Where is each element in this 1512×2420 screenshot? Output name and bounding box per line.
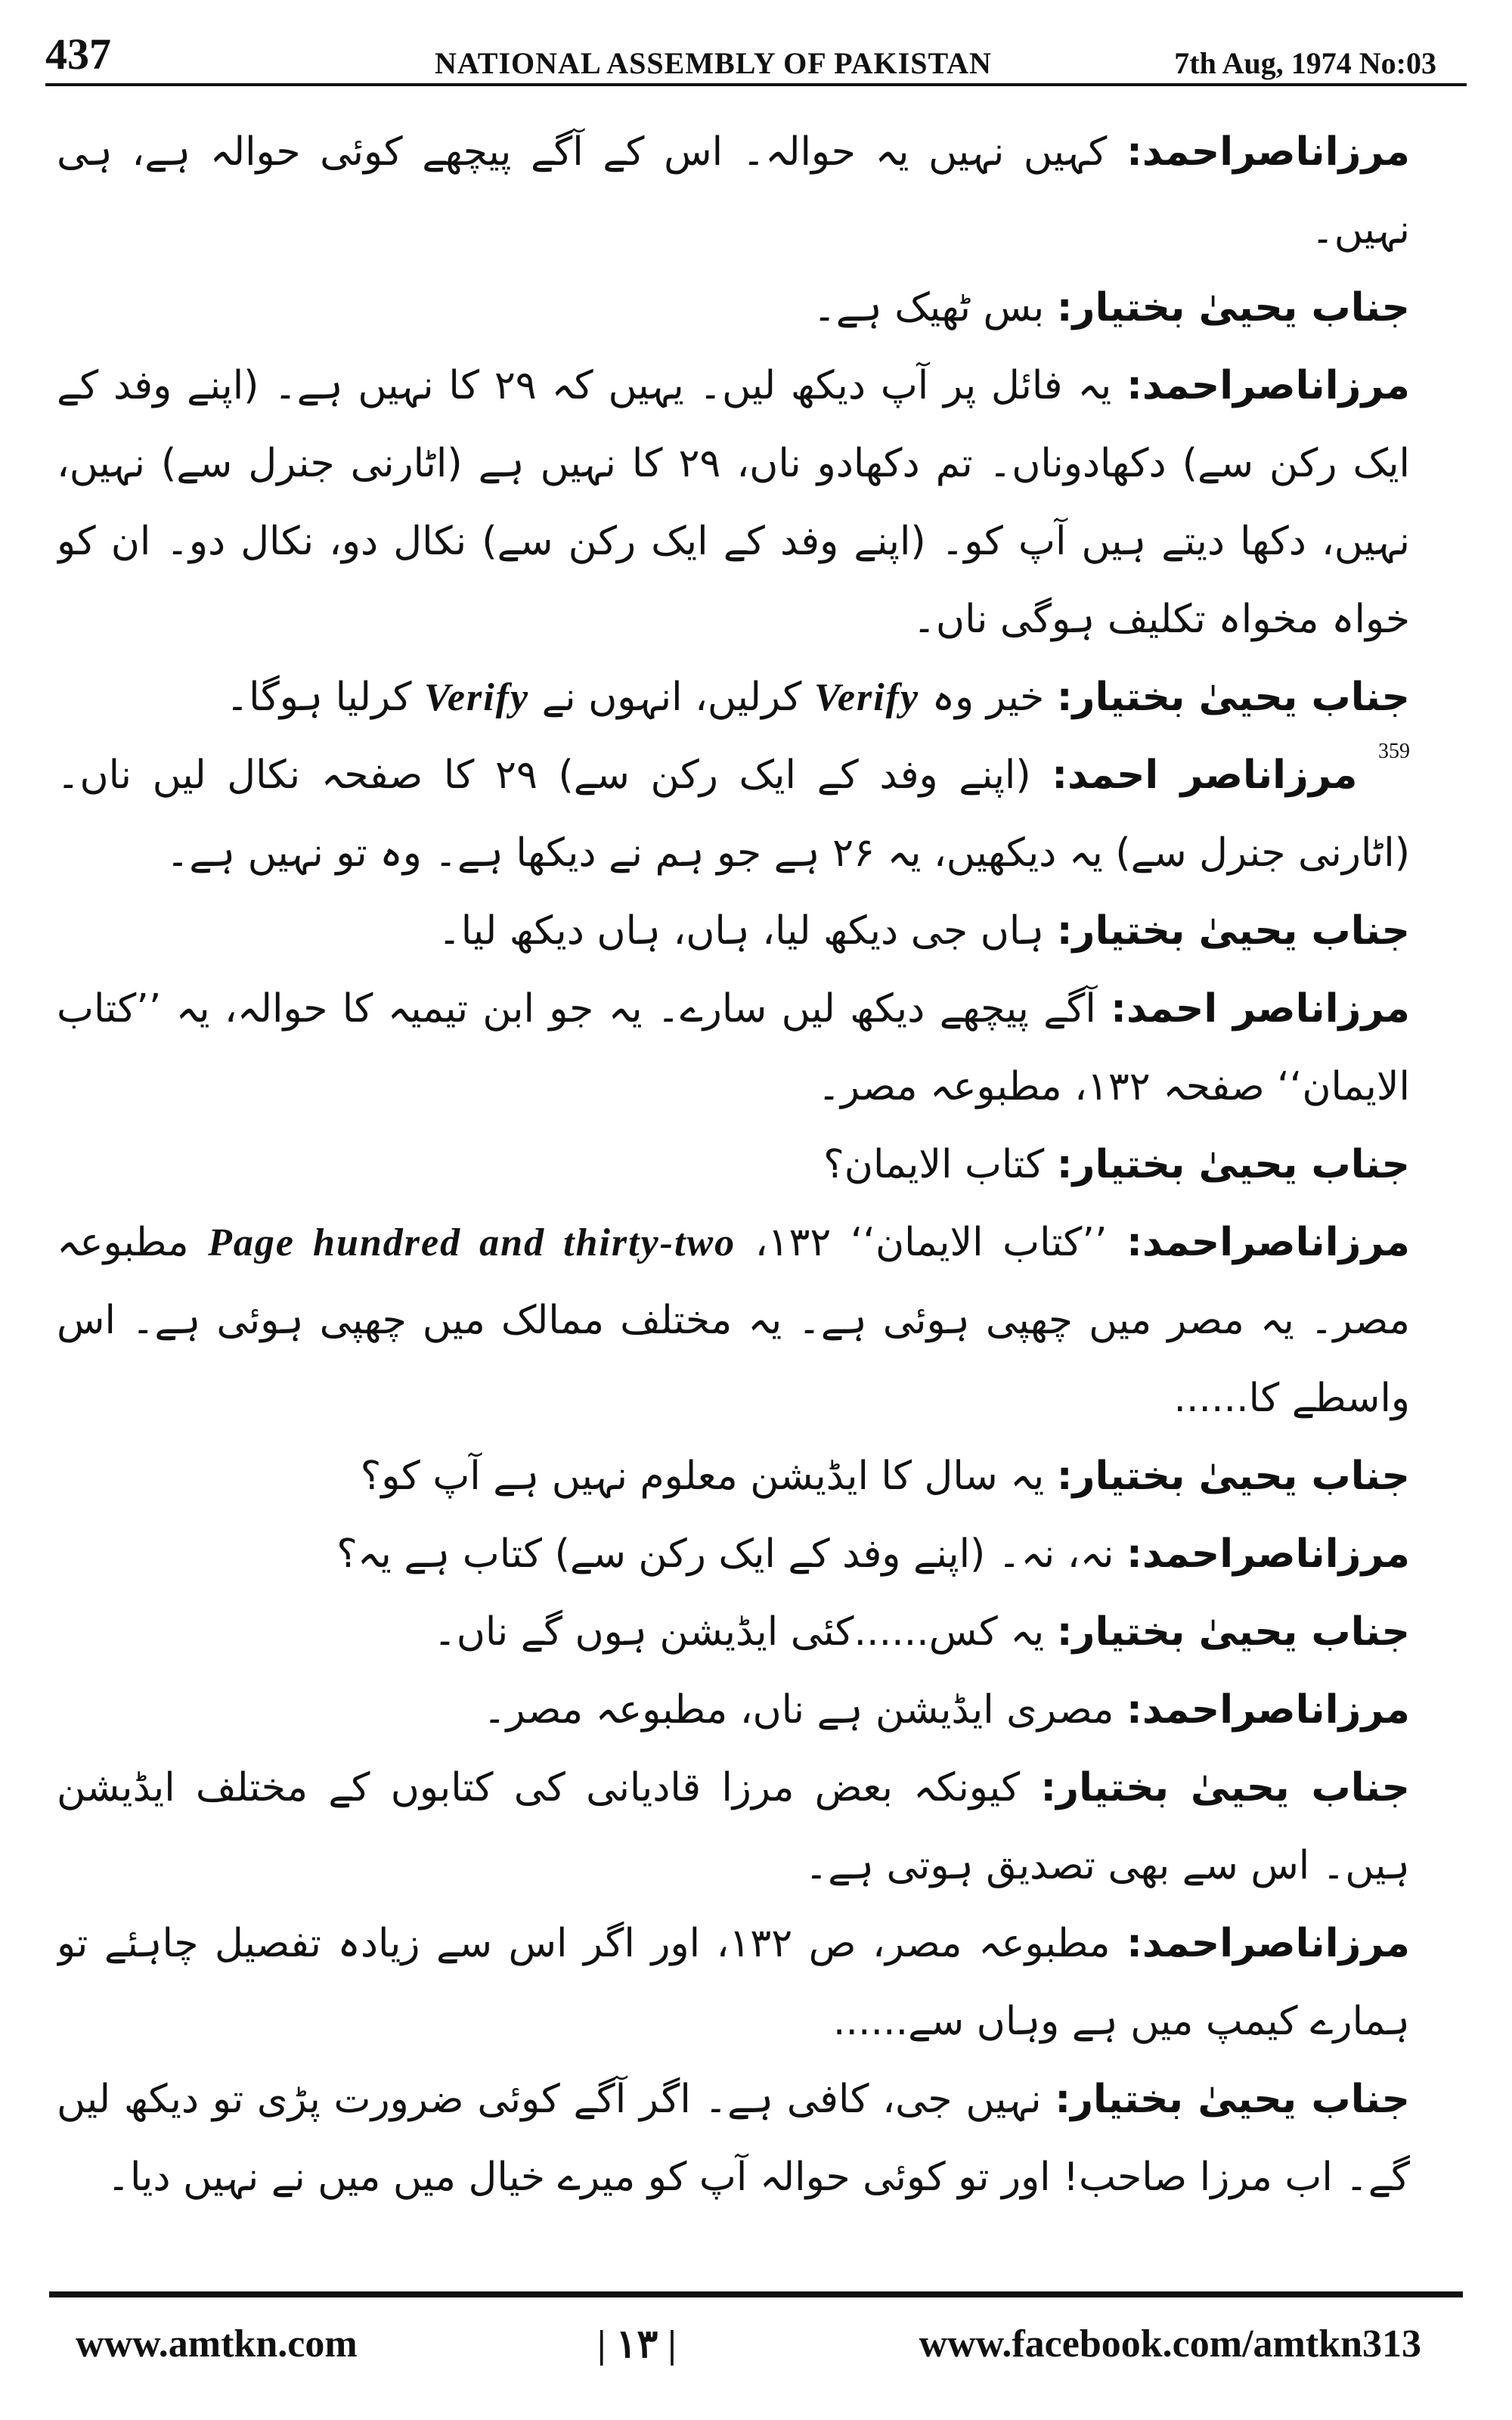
verify-word-2: Verify — [424, 676, 530, 719]
speaker-label: جناب یحییٰ بختیار: — [1056, 1609, 1410, 1655]
speaker-label: جناب یحییٰ بختیار: — [1056, 908, 1410, 954]
paragraph-text: آگے پیچھے دیکھ لیں سارے۔ یہ جو ابن تیمیہ کا حوالہ، یہ ’’کتاب الایمان‘‘ صفحہ ۱۳۲، مطبوعہ مصر۔ — [57, 986, 1410, 1109]
speaker-label: مرزاناصراحمد: — [1126, 129, 1411, 175]
paragraph-5 — [57, 737, 1455, 892]
paragraph-text: یہ سال کا ایڈیشن معلوم نہیں ہے آپ کو؟ — [360, 1454, 1045, 1499]
paragraph-text: کہیں نہیں یہ حوالہ۔ اس کے آگے پیچھے کوئی حوالہ ہے، ہی نہیں۔ — [57, 129, 1410, 253]
paragraph-3 — [57, 347, 1455, 659]
speaker-label: جناب یحییٰ بختیار: — [1055, 2077, 1411, 2122]
page-footer — [60, 2322, 1452, 2382]
page-header — [30, 23, 1482, 91]
paragraph-11 — [57, 1516, 1455, 1593]
verify-word-1: Verify — [813, 676, 920, 719]
paragraph-7 — [57, 970, 1455, 1126]
header-title: NATIONAL ASSEMBLY OF PAKISTAN — [435, 46, 992, 80]
transcript-body — [57, 113, 1455, 2231]
header-rule — [45, 83, 1467, 86]
paragraph-2 — [57, 269, 1455, 347]
paragraph-13 — [57, 1671, 1455, 1749]
header-date: 7th Aug, 1974 No:03 — [1174, 46, 1436, 80]
paragraph-1 — [57, 113, 1455, 269]
paragraph-9 — [57, 1204, 1455, 1438]
paragraph-text-before: ’’کتاب الایمان‘‘ ۱۳۲، — [754, 1220, 1108, 1265]
paragraph-15 — [57, 1905, 1455, 2061]
paragraph-8 — [57, 1126, 1455, 1204]
speaker-label: جناب یحییٰ بختیار: — [1056, 675, 1410, 720]
paragraph-6 — [57, 892, 1455, 970]
website-link[interactable]: www.amtkn.com — [76, 2322, 358, 2366]
paragraph-text: (اپنے وفد کے ایک رکن سے) ۲۹ کا صفحہ نکال لیں ناں۔ (اٹارنی جنرل سے) یہ دیکھیں، یہ ۲۶ ہے جو ہم نے دیکھا ہے۔ وہ تو نہیں ہے۔ — [57, 752, 1410, 876]
paragraph-text: ہاں جی دیکھ لیا، ہاں، ہاں دیکھ لیا۔ — [438, 908, 1045, 954]
speaker-label: مرزاناصر احمد: — [1052, 752, 1358, 798]
paragraph-16 — [57, 2061, 1455, 2217]
speaker-label: مرزاناصر احمد: — [1111, 986, 1411, 1032]
paragraph-text-after: مطبوعہ مصر۔ یہ مصر میں چھپی ہوئی ہے۔ یہ مختلف ممالک میں چھپی ہوئی ہے۔ اس واسطے کا...... — [57, 1220, 1410, 1421]
paragraph-10 — [57, 1438, 1455, 1516]
paragraph-14 — [57, 1749, 1455, 1905]
paragraph-text-before: خیر وہ — [931, 675, 1045, 720]
paragraph-text: بس ٹھیک ہے۔ — [813, 285, 1045, 330]
speaker-label: مرزاناصراحمد: — [1126, 363, 1411, 408]
facebook-link[interactable]: www.facebook.com/amtkn313 — [919, 2322, 1421, 2366]
paragraph-text: کتاب الایمان؟ — [823, 1142, 1045, 1187]
footer-page-marker: | ۱۳ | — [597, 2323, 677, 2366]
paragraph-text: نہیں جی، کافی ہے۔ اگر آگے کوئی ضرورت پڑی تو دیکھ لیں گے۔ اب مرزا صاحب! اور تو کوئی حوالہ آپ کو میرے خیال میں میں نے نہیں دیا۔ — [57, 2077, 1410, 2200]
paragraph-text: مصری ایڈیشن ہے ناں، مطبوعہ مصر۔ — [482, 1687, 1114, 1733]
paragraph-text: یہ کس......کئی ایڈیشن ہوں گے ناں۔ — [433, 1609, 1045, 1655]
paragraph-text: کیونکہ بعض مرزا قادیانی کی کتابوں کے مختلف ایڈیشن ہیں۔ اس سے بھی تصدیق ہوتی ہے۔ — [57, 1765, 1410, 1888]
page-marker-359: 359 — [1378, 740, 1410, 763]
speaker-label: جناب یحییٰ بختیار: — [1040, 1765, 1410, 1810]
paragraph-text-after: کرلیا ہوگا۔ — [225, 675, 412, 720]
speaker-label: جناب یحییٰ بختیار: — [1056, 285, 1410, 330]
footer-rule — [49, 2291, 1463, 2297]
speaker-label: مرزاناصراحمد: — [1126, 1687, 1410, 1733]
speaker-label: جناب یحییٰ بختیار: — [1056, 1454, 1410, 1499]
paragraph-4 — [57, 659, 1455, 737]
speaker-label: جناب یحییٰ بختیار: — [1056, 1142, 1410, 1187]
speaker-label: مرزاناصراحمد: — [1126, 1921, 1411, 1966]
page-number: 437 — [45, 29, 111, 79]
speaker-label: مرزاناصراحمد: — [1126, 1531, 1410, 1577]
paragraph-text: نہ، نہ۔ (اپنے وفد کے ایک رکن سے) کتاب ہے یہ؟ — [336, 1531, 1114, 1577]
english-phrase: Page hundred and thirty-two — [208, 1221, 736, 1264]
paragraph-text: یہ فائل پر آپ دیکھ لیں۔ یہیں کہ ۲۹ کا نہیں ہے۔ (اپنے وفد کے ایک رکن سے) دکھادوناں۔ تم دکھادو ناں، ۲۹ کا نہیں ہے (اٹارنی جنرل سے) نہیں، نہیں، دکھا دیتے ہیں آپ کو۔ (اپنے وفد کے ایک رکن سے) نکال دو، نکال دو۔ ان کو خواہ مخواہ تکلیف ہوگی ناں۔ — [57, 363, 1410, 642]
speaker-label: مرزاناصراحمد: — [1126, 1220, 1411, 1265]
paragraph-12 — [57, 1593, 1455, 1671]
paragraph-text-mid: کرلیں، انہوں نے — [541, 675, 802, 720]
paragraph-text: مطبوعہ مصر، ص ۱۳۲، اور اگر اس سے زیادہ تفصیل چاہئے تو ہمارے کیمپ میں ہے وہاں سے...... — [57, 1921, 1410, 2044]
